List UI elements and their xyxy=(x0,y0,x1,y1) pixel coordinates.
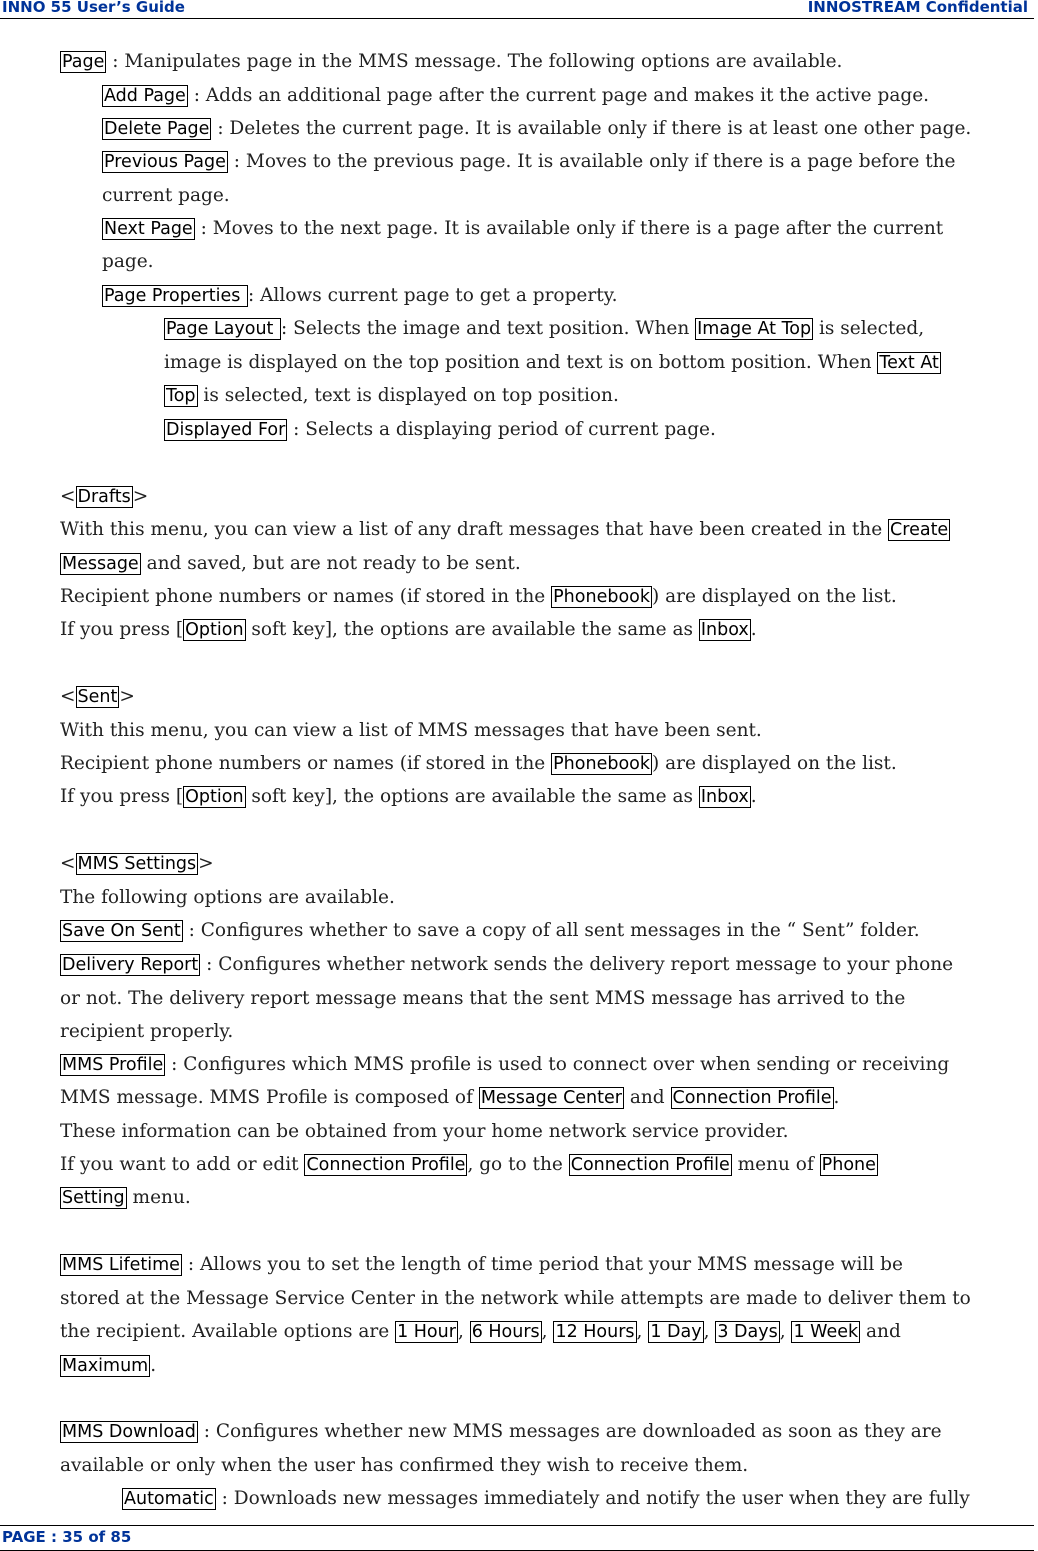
line-page-properties: Page Properties : Allows current page to get a property. xyxy=(104,285,618,306)
line-delivery-3: recipient properly. xyxy=(60,1021,234,1042)
line-sent-recipient: Recipient phone numbers or names (if stored in the Phonebook ) are displayed on the list. xyxy=(60,753,897,774)
line-sent-option: If you press [ Option soft key], the options are available the same as Inbox . xyxy=(60,786,757,807)
line-drafts-1: With this menu, you can view a list of any draft messages that have been created in the Create xyxy=(60,519,949,540)
term-add-page: Add Page xyxy=(104,86,186,106)
term-connection-profile: Connection Profile xyxy=(306,1155,466,1175)
line-save-on-sent: Save On Sent : Configures whether to save a copy of all sent messages in the “ Sent” folder. xyxy=(62,920,920,941)
term-page: Page xyxy=(62,52,105,72)
line-info: These information can be obtained from your home network service provider. xyxy=(60,1121,789,1142)
section-drafts-heading: < Drafts > xyxy=(60,486,149,507)
term-mms-profile: MMS Profile xyxy=(62,1055,164,1075)
term-6-hours: 6 Hours xyxy=(471,1322,540,1342)
line-automatic: Automatic : Downloads new messages immediately and notify the user when they are fully xyxy=(124,1488,970,1509)
term-message-center: Message Center xyxy=(480,1088,622,1108)
term-message: Message xyxy=(62,554,139,574)
line-delivery-2: or not. The delivery report message means that the sent MMS message has arrived to the xyxy=(60,988,906,1009)
term-save-on-sent: Save On Sent xyxy=(62,921,181,941)
line-lifetime-3: the recipient. Available options are 1 Hour , 6 Hours , 12 Hours , 1 Day , 3 Days , 1 Week and xyxy=(60,1321,901,1342)
line-displayed-for: Displayed For : Selects a displaying period of current page. xyxy=(166,419,716,440)
line-drafts-option: If you press [ Option soft key], the options are available the same as Inbox . xyxy=(60,619,757,640)
term-phone: Phone xyxy=(821,1155,876,1175)
term-1-week: 1 Week xyxy=(793,1322,859,1342)
line-page: Page : Manipulates page in the MMS message. The following options are available. xyxy=(62,51,843,72)
term-top: Top xyxy=(166,386,196,406)
line-image-displayed: image is displayed on the top position and text is on bottom position. When Text At xyxy=(164,352,939,373)
line-delete-page: Delete Page : Deletes the current page. It is available only if there is at least one other page. xyxy=(104,118,972,139)
term-phonebook: Phonebook xyxy=(553,754,650,774)
term-drafts: Drafts xyxy=(77,487,131,507)
line-add-page: Add Page : Adds an additional page after the current page and makes it the active page. xyxy=(104,85,930,106)
term-delivery-report: Delivery Report xyxy=(62,955,199,975)
term-phonebook: Phonebook xyxy=(553,587,650,607)
term-3-days: 3 Days xyxy=(717,1322,778,1342)
term-connection-profile: Connection Profile xyxy=(672,1088,832,1108)
term-displayed-for: Displayed For xyxy=(166,420,286,440)
term-mms-download: MMS Download xyxy=(62,1422,196,1442)
term-create: Create xyxy=(890,520,949,540)
line-sent-1: With this menu, you can view a list of MMS messages that have been sent. xyxy=(60,720,762,741)
term-text-at: Text At xyxy=(879,353,939,373)
line-lifetime-1: MMS Lifetime : Allows you to set the length of time period that your MMS message will be xyxy=(62,1254,903,1275)
line-setting: Setting menu. xyxy=(62,1187,191,1208)
term-delete-page: Delete Page xyxy=(104,119,210,139)
term-mms-lifetime: MMS Lifetime xyxy=(62,1255,180,1275)
term-connection-profile: Connection Profile xyxy=(570,1155,730,1175)
term-image-at-top: Image At Top xyxy=(697,319,812,339)
page-footer xyxy=(0,1525,1034,1551)
line-page-word: page. xyxy=(102,251,154,272)
term-previous-page: Previous Page xyxy=(104,152,226,172)
term-mms-settings: MMS Settings xyxy=(77,854,197,874)
term-sent: Sent xyxy=(77,687,118,707)
section-sent-heading: < Sent > xyxy=(60,686,135,707)
term-page-layout: Page Layout xyxy=(166,319,279,339)
line-current-page: current page. xyxy=(102,185,230,206)
line-maximum: Maximum . xyxy=(62,1355,157,1376)
term-maximum: Maximum xyxy=(62,1356,149,1376)
term-automatic: Automatic xyxy=(124,1489,214,1509)
line-drafts-2: Message and saved, but are not ready to be sent. xyxy=(62,553,521,574)
term-next-page: Next Page xyxy=(104,219,193,239)
line-download-2: available or only when the user has confirmed they wish to receive them. xyxy=(60,1455,749,1476)
term-option: Option xyxy=(185,787,244,807)
section-mms-settings-heading: < MMS Settings > xyxy=(60,853,214,874)
term-1-day: 1 Day xyxy=(650,1322,702,1342)
term-option: Option xyxy=(185,620,244,640)
term-page-properties: Page Properties xyxy=(104,286,246,306)
line-profile-1: MMS Profile : Configures which MMS profile is used to connect over when sending or receiving xyxy=(62,1054,950,1075)
line-drafts-recipient: Recipient phone numbers or names (if stored in the Phonebook ) are displayed on the list. xyxy=(60,586,897,607)
header-confidential: INNOSTREAM Confidential xyxy=(807,0,1028,16)
line-following: The following options are available. xyxy=(60,887,395,908)
term-inbox: Inbox xyxy=(700,620,749,640)
term-12-hours: 12 Hours xyxy=(555,1322,635,1342)
page-header xyxy=(0,0,1034,19)
line-previous-page: Previous Page : Moves to the previous page. It is available only if there is a page before the xyxy=(104,151,956,172)
term-1-hour: 1 Hour xyxy=(397,1322,456,1342)
term-setting: Setting xyxy=(62,1188,125,1208)
line-lifetime-2: stored at the Message Service Center in the network while attempts are made to deliver them to xyxy=(60,1288,971,1309)
line-download-1: MMS Download : Configures whether new MMS messages are downloaded as soon as they are xyxy=(62,1421,942,1442)
term-inbox: Inbox xyxy=(700,787,749,807)
header-title: INNO 55 User’s Guide xyxy=(2,0,185,16)
line-delivery-1: Delivery Report : Configures whether network sends the delivery report message to your phone xyxy=(62,954,954,975)
line-add-edit: If you want to add or edit Connection Profile , go to the Connection Profile menu of Phone xyxy=(60,1154,876,1175)
line-next-page: Next Page : Moves to the next page. It is available only if there is a page after the current xyxy=(104,218,944,239)
line-page-layout: Page Layout : Selects the image and text position. When Image At Top is selected, xyxy=(166,318,925,339)
line-profile-2: MMS message. MMS Profile is composed of Message Center and Connection Profile . xyxy=(60,1087,840,1108)
page-number: PAGE : 35 of 85 xyxy=(2,1528,132,1546)
line-top: Top is selected, text is displayed on top position. xyxy=(166,385,619,406)
